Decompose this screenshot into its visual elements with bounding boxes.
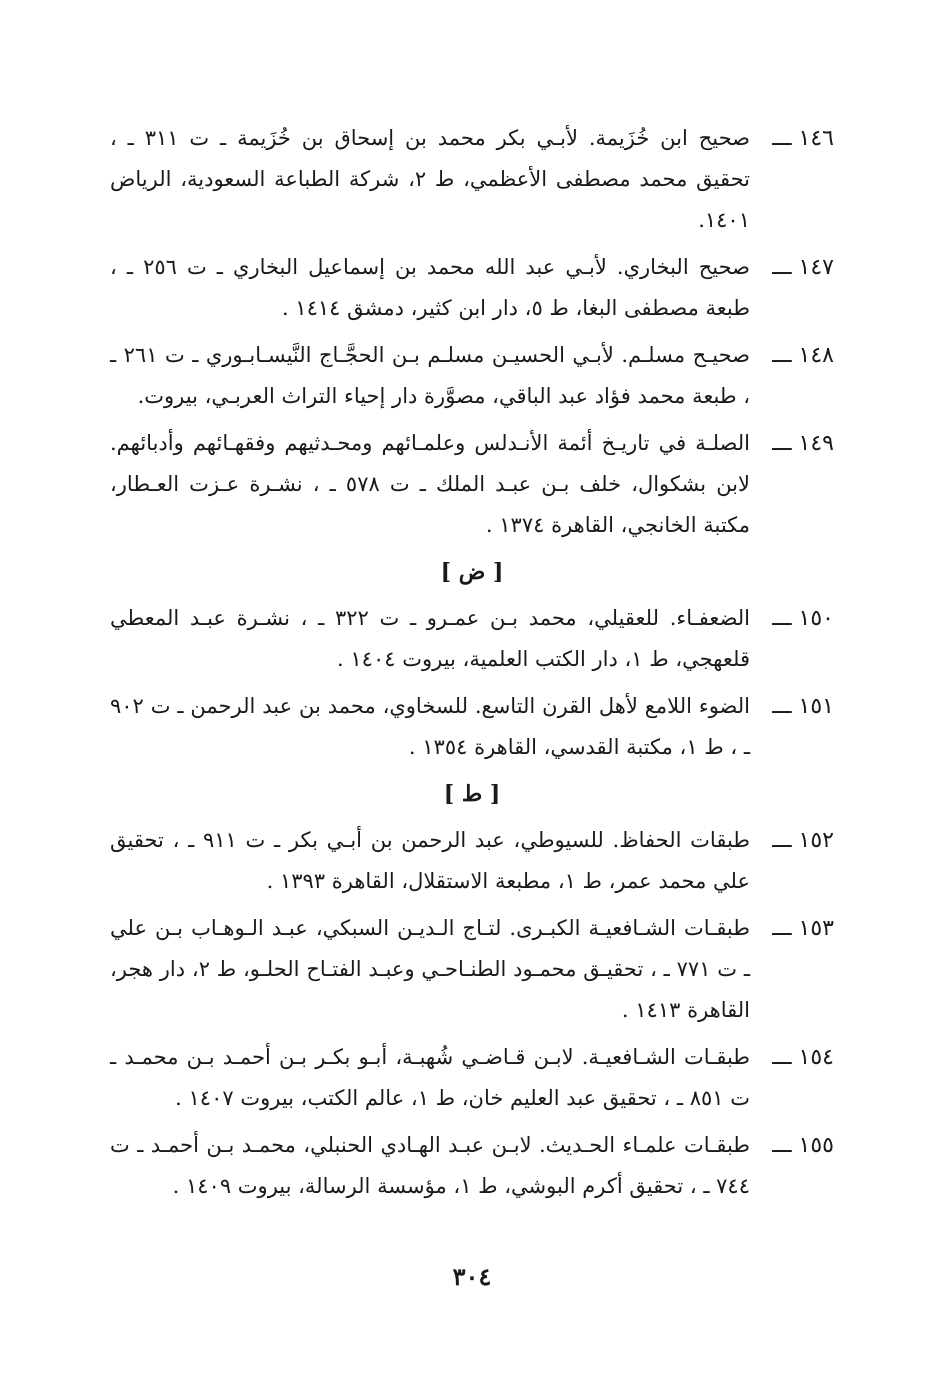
entry-number: ١٤٧ ـــ: [772, 255, 834, 280]
bibliography-entry-152: [110, 820, 834, 902]
bibliography-entry-148: [110, 335, 834, 417]
entry-text: طبقـات الشـافعيـة. لابـن قـاضـي شُهبـة، أبـو بكـر بـن أحمـد بـن محمـد ـ ت ٨٥١ ـ ، تحقيق عبد العليم خان، ط ١، عالم الكتب، بيروت ١٤٠٧ .: [110, 1045, 750, 1110]
entry-text: صحيح البخاري. لأبـي عبد الله محمد بن إسماعيل البخاري ـ ت ٢٥٦ ـ ، طبعة مصطفى البغا، ط ٥، دار ابن كثير، دمشق ١٤١٤ .: [110, 255, 751, 320]
bibliography-entry-147: [110, 247, 834, 329]
entry-number: ١٤٦ ـــ: [772, 126, 834, 151]
bibliography-entry-153: [110, 908, 834, 1031]
bibliography-entry-150: [110, 598, 834, 680]
entry-number: ١٥٠ ـــ: [772, 606, 834, 631]
entry-text: طبقـات علمـاء الحـديث. لابـن عبـد الهـادي الحنبلي، محمـد بـن أحمـد ـ ت ٧٤٤ ـ ، تحقيق أكرم البوشي، ط ١، مؤسسة الرسالة، بيروت ١٤٠٩ .: [110, 1133, 750, 1198]
entry-text: الصلـة في تاريـخ أئمة الأنـدلس وعلمـائهم ومحـدثيهم وفقهـائهم وأدبائهم. لابن بشكوال، خلف بـن عبـد الملك ـ ت ٥٧٨ ـ ، نشـرة عـزت العـطار، مكتبة الخانجي، القاهرة ١٣٧٤ .: [110, 431, 751, 537]
entry-text: الضوء اللامع لأهل القرن التاسع. للسخاوي، محمد بن عبد الرحمن ـ ت ٩٠٢ ـ ، ط ١، مكتبة القدسي، القاهرة ١٣٥٤ .: [110, 694, 750, 759]
section-heading-dad: [ ض ]: [440, 559, 504, 585]
entry-text: صحيـح مسلـم. لأبـي الحسيـن مسلـم بـن الحجَّـاج النَّيسـابـوري ـ ت ٢٦١ ـ ، طبعة محمد فؤاد عبد الباقي، مصوَّرة دار إحياء التراث العربـي، بيروت.: [110, 343, 750, 408]
bibliography-entry-151: [110, 686, 834, 768]
entry-number: ١٤٨ ـــ: [772, 343, 834, 368]
entry-number: ١٤٩ ـــ: [772, 431, 834, 456]
entry-number: ١٥٢ ـــ: [772, 828, 834, 853]
section-heading-ta: [ ط ]: [443, 781, 501, 807]
entry-number: ١٥٣ ـــ: [772, 916, 834, 941]
bibliography-entry-146: [110, 118, 834, 241]
entry-text: صحيح ابن خُزَيمة. لأبـي بكر محمد بن إسحاق بن خُزَيمة ـ ت ٣١١ ـ ، تحقيق محمد مصطفى الأعظمي، ط ٢، شركة الطباعة السعودية، الرياض ١٤٠١.: [110, 126, 750, 232]
entry-text: طبقات الحفاظ. للسيوطي، عبد الرحمن بن أبـي بكر ـ ت ٩١١ ـ ، تحقيق علي محمد عمر، ط ١، مطبعة الاستقلال، القاهرة ١٣٩٣ .: [110, 828, 750, 893]
entry-number: ١٥٥ ـــ: [772, 1133, 834, 1158]
bibliography-entry-149: [110, 423, 834, 546]
entry-text: طبقـات الشـافعيـة الكبـرى. لتـاج الـديـن السبكي، عبـد الـوهـاب بـن علي ـ ت ٧٧١ ـ ، تحقيـق محمـود الطنـاحـي وعبـد الفتـاح الحلـو، ط ٢، دار هجر، القاهرة ١٤١٣ .: [110, 916, 751, 1022]
bibliography-list: [110, 118, 834, 1213]
page-number: ٣٠٤: [452, 1262, 492, 1291]
bibliography-entry-155: [110, 1125, 834, 1207]
entry-text: الضعفـاء. للعقيلي، محمد بـن عمـرو ـ ت ٣٢٢ ـ ، نشـرة عبـد المعطي قلعهجي، ط ١، دار الكتب العلمية، بيروت ١٤٠٤ .: [110, 606, 751, 671]
bibliography-entry-154: [110, 1037, 834, 1119]
entry-number: ١٥١ ـــ: [772, 694, 834, 719]
entry-number: ١٥٤ ـــ: [772, 1045, 834, 1070]
